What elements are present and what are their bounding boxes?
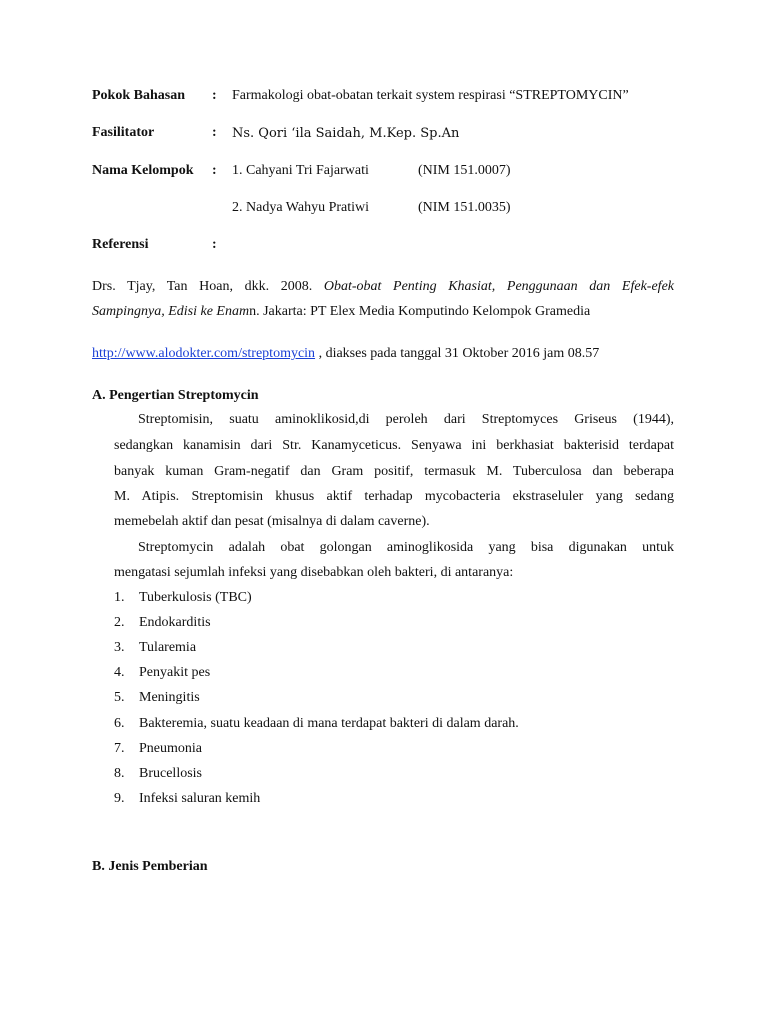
reference-label: Referensi <box>92 237 149 252</box>
list-number: 9. <box>114 791 125 806</box>
member-nim-1: (NIM 151.0007) <box>418 163 511 178</box>
list-number: 3. <box>114 640 125 655</box>
list-text: Tularemia <box>139 640 197 655</box>
reference-1-line-1 <box>92 279 674 295</box>
reference-1-title: Obat-obat Penting Khasiat, Penggunaan dan Efek-efek <box>323 279 674 294</box>
topic-value: Farmakologi obat-obatan terkait system respirasi “STREPTOMYCIN” <box>232 88 629 103</box>
reference-2-link[interactable]: http://www.alodokter.com/streptomycin <box>92 346 316 361</box>
list-text: Penyakit pes <box>139 665 211 680</box>
member-name-1: 1. Cahyani Tri Fajarwati <box>232 163 369 178</box>
reference-2-access-date: , diakses pada tanggal 31 Oktober 2016 jam 08.57 <box>315 346 600 361</box>
topic-colon: : <box>212 88 217 103</box>
list-number: 8. <box>114 766 125 781</box>
reference-1-authors: Drs. Tjay, Tan Hoan, dkk. 2008. <box>92 279 324 294</box>
list-number: 2. <box>114 615 125 630</box>
list-text: Endokarditis <box>139 615 211 630</box>
section-a-p1-line-3: banyak kuman Gram-negatif dan Gram positif, termasuk M. Tuberculosa dan beberapa <box>114 464 674 479</box>
list-number: 5. <box>114 690 125 705</box>
list-number: 7. <box>114 741 125 756</box>
list-text: Brucellosis <box>139 766 202 781</box>
reference-1-publisher: n. Jakarta: PT Elex Media Komputindo Kelompok Gramedia <box>249 304 591 319</box>
section-a-p1-line-5: memebelah aktif dan pesat (misalnya di dalam caverne). <box>114 514 430 529</box>
member-nim-2: (NIM 151.0035) <box>418 200 511 215</box>
group-colon: : <box>212 163 217 178</box>
reference-2 <box>92 346 599 362</box>
section-a-p1-line-2: sedangkan kanamisin dari Str. Kanamyceticus. Senyawa ini berkhasiat bakterisid terdapat <box>114 438 674 453</box>
list-text: Pneumonia <box>139 741 202 756</box>
group-label: Nama Kelompok <box>92 163 194 178</box>
list-number: 4. <box>114 665 125 680</box>
reference-1-line-2 <box>92 304 590 320</box>
reference-colon: : <box>212 237 217 252</box>
section-a-p2-line-1: Streptomycin adalah obat golongan aminoglikosida yang bisa digunakan untuk <box>138 540 674 555</box>
list-number: 6. <box>114 716 125 731</box>
list-text: Tuberkulosis (TBC) <box>139 590 252 605</box>
list-number: 1. <box>114 590 125 605</box>
section-b-heading: B. Jenis Pemberian <box>92 859 208 874</box>
facilitator-colon: : <box>212 125 217 140</box>
topic-label: Pokok Bahasan <box>92 88 185 103</box>
list-text: Meningitis <box>139 690 200 705</box>
section-a-p1-line-4: M. Atipis. Streptomisin khusus aktif terhadap mycobacteria ekstraseluler yang sedang <box>114 489 674 504</box>
facilitator-value: Ns. Qori ‘ila Saidah, M.Kep. Sp.An <box>232 126 460 141</box>
list-text: Bakteremia, suatu keadaan di mana terdapat bakteri di dalam darah. <box>139 716 519 731</box>
facilitator-label: Fasilitator <box>92 125 155 140</box>
section-a-heading: A. Pengertian Streptomycin <box>92 388 259 403</box>
reference-1-title-cont: Sampingnya, Edisi ke Enam <box>92 304 250 319</box>
list-text: Infeksi saluran kemih <box>139 791 261 806</box>
section-a-p2-line-2: mengatasi sejumlah infeksi yang disebabkan oleh bakteri, di antaranya: <box>114 565 514 580</box>
section-a-p1-line-1: Streptomisin, suatu aminoklikosid,di peroleh dari Streptomyces Griseus (1944), <box>138 412 674 427</box>
member-name-2: 2. Nadya Wahyu Pratiwi <box>232 200 370 215</box>
